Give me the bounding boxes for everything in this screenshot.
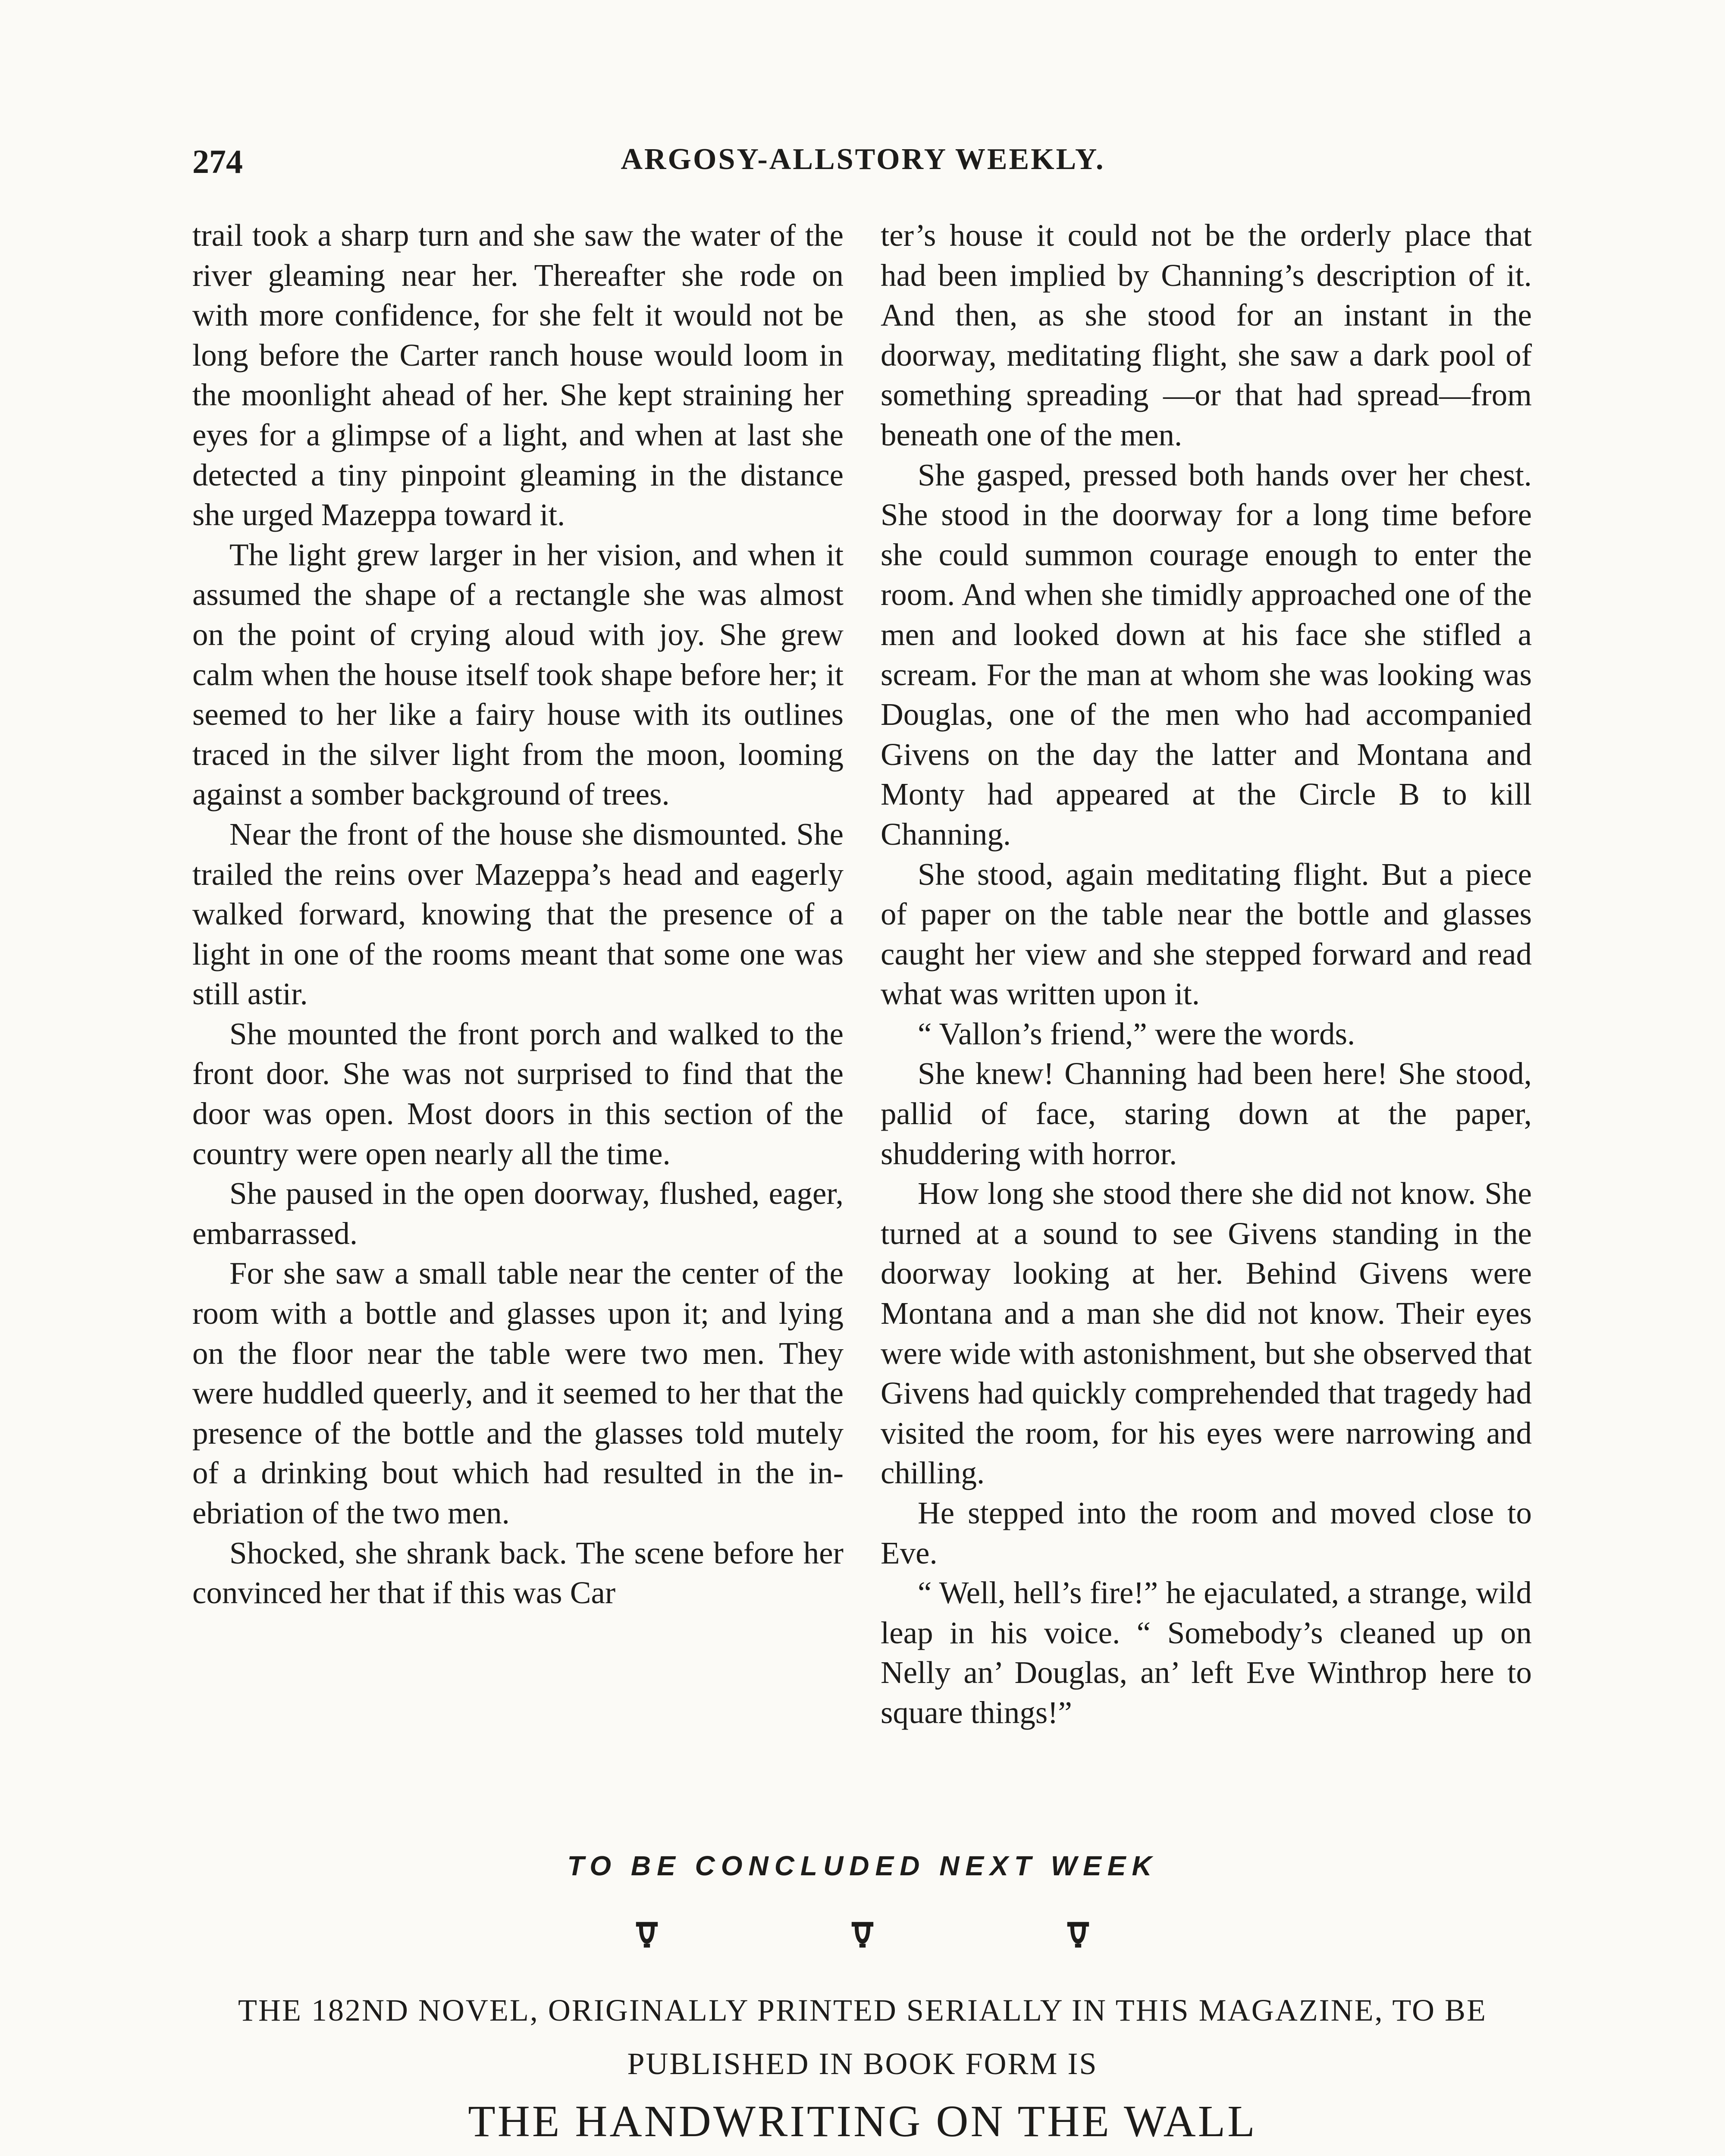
horseshoe-ornament-icon (631, 1919, 662, 1950)
paragraph: trail took a sharp turn and she saw the water of the river gleaming near her. Thereafter she rode on with more confidence, for she felt it would not be long before the Carter ranch house would loom in the moonlight ahead of her. She kept straining her eyes for a glimpse of a light, and when at last she detected a tiny pinpoint gleaming in the distance she urged Mazeppa toward it. (192, 218, 844, 533)
horseshoe-ornament-icon (1063, 1919, 1094, 1950)
paragraph: How long she stood there she did not know. She turned at a sound to see Givens standing in the doorway looking at her. Behind Givens were Montana and a man she did not know. Their eyes were wide with astonishment, but she observed that Givens had quickly comprehended that tragedy had visited the room, for his eyes were narrowing and chilling. (881, 1176, 1532, 1491)
book-announcement-intro: THE 182ND NOVEL, ORIGINALLY PRINTED SERIALLY IN THIS MAGAZINE, TO BE PUBLISHED IN BOOK FORM IS (238, 1993, 1487, 2081)
paragraph: She mounted the front porch and walked to the front door. She was not surprised to find that the door was open. Most doors in this section of the country were open nearly all the time. (192, 1016, 844, 1171)
paragraph: Shocked, she shrank back. The scene before her convinced her that if this was Car (192, 1535, 844, 1611)
paragraph: Near the front of the house she dismounted. She trailed the reins over Mazeppa’s head and eagerly walked forward, knowing that the presence of a light in one of the rooms meant that some one was still astir. (192, 816, 844, 1012)
ornament-divider (0, 1919, 1725, 1958)
paragraph: “ Vallon’s friend,” were the words. (918, 1016, 1355, 1051)
left-column (192, 216, 844, 1613)
book-title: THE HANDWRITING ON THE WALL (468, 2096, 1257, 2146)
horseshoe-ornament-icon (847, 1919, 878, 1950)
paragraph: The light grew larger in her vision, and when it assumed the shape of a rectangle she was almost on the point of crying aloud with joy. She grew calm when the house itself took shape before her; it seemed to her like a fairy house with its outlines traced in the silver light from the moon, looming against a somber background of trees. (192, 537, 844, 812)
right-column (881, 216, 1532, 1733)
paragraph: ter’s house it could not be the orderly place that had been implied by Channing’s description of it. And then, as she stood for an instant in the doorway, meditating flight, she saw a dark pool of something spreading —or that had spread—from beneath one of the men. (881, 218, 1532, 452)
paragraph: She paused in the open doorway, flushed, eager, embarrassed. (192, 1176, 844, 1251)
paragraph: He stepped into the room and moved close to Eve. (881, 1495, 1532, 1570)
running-head: ARGOSY-ALLSTORY WEEKLY. (621, 143, 1105, 176)
paragraph: She knew! Channing had been here! She stood, pallid of face, staring down at the paper, shuddering with horror. (881, 1056, 1532, 1171)
paragraph: She gasped, pressed both hands over her chest. She stood in the doorway for a long time before she could summon courage enough to enter the room. And when she timidly approached one of the men and looked down at his face she stifled a scream. For the man at whom she was looking was Douglas, one of the men who had accompanied Givens on the day the latter and Montana and Monty had appeared at the Circle B to kill Channing. (881, 457, 1532, 852)
to-be-concluded-notice: TO BE CONCLUDED NEXT WEEK (567, 1850, 1158, 1881)
paragraph: She stood, again meditating flight. But a piece of paper on the table near the bottle and glasses caught her view and she stepped forward and read what was written upon it. (881, 856, 1532, 1012)
paragraph: For she saw a small table near the center of the room with a bottle and glasses upon it; and lying on the floor near the table were two men. They were huddled queerly, and it seemed to her that the presence of the bottle and the glasses told mutely of a drinking bout which had resulted in the inebriation of the two men. (192, 1256, 844, 1530)
page-number: 274 (192, 143, 243, 180)
page-header (192, 142, 1534, 190)
paragraph: “ Well, hell’s fire!” he ejaculated, a strange, wild leap in his voice. “ Somebody’s cleaned up on Nelly an’ Douglas, an’ left Eve Winthrop here to square things!” (881, 1575, 1532, 1730)
